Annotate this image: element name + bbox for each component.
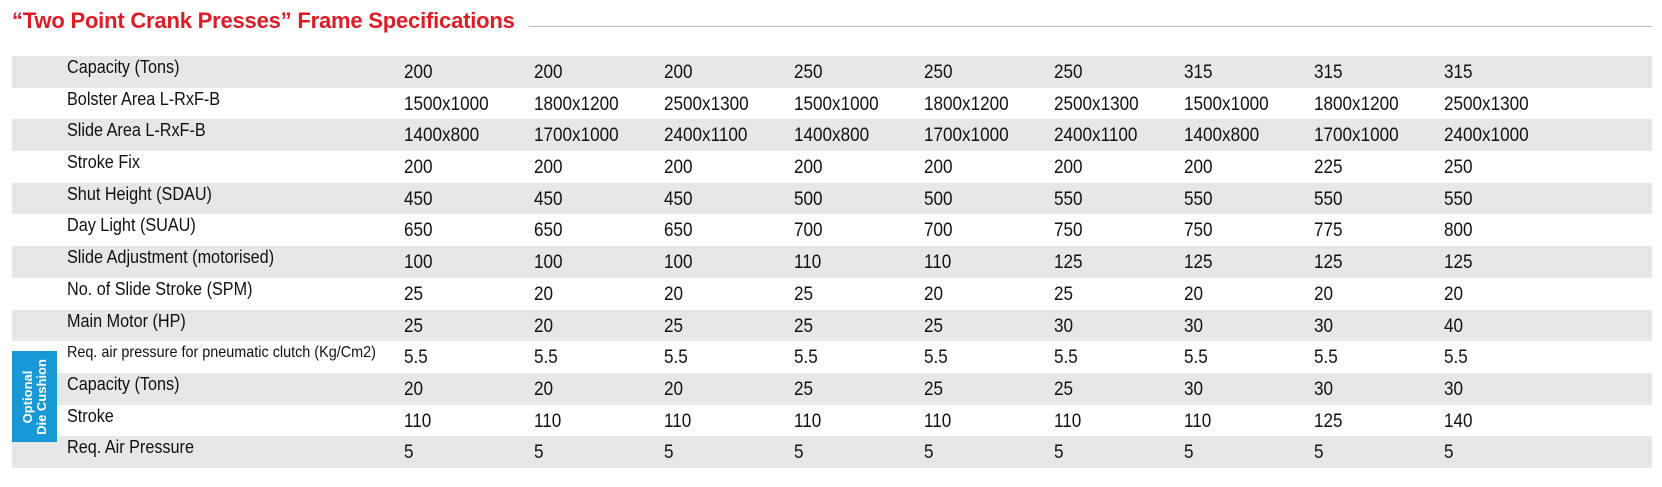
spec-cell: 200 bbox=[1184, 157, 1213, 179]
spec-cell: 250 bbox=[924, 62, 953, 83]
spec-cell: 200 bbox=[664, 62, 693, 83]
spec-cell: 30 bbox=[1184, 315, 1204, 337]
spec-cell: 775 bbox=[1314, 220, 1343, 242]
spec-cell: 650 bbox=[534, 220, 563, 242]
spec-cell: 2400x1100 bbox=[1054, 125, 1138, 147]
spec-cell: 30 bbox=[1314, 315, 1334, 337]
spec-cell: 100 bbox=[664, 252, 693, 274]
row-label: No. of Slide Stroke (SPM) bbox=[67, 278, 253, 299]
spec-cell: 1500x1000 bbox=[404, 93, 489, 115]
spec-cell: 25 bbox=[924, 378, 944, 400]
spec-cell: 20 bbox=[404, 378, 424, 400]
spec-cell: 110 bbox=[1184, 410, 1212, 432]
spec-cell: 1400x800 bbox=[1184, 125, 1260, 147]
spec-cell: 1700x1000 bbox=[924, 125, 1009, 147]
row-label: Bolster Area L-RxF-B bbox=[67, 88, 221, 109]
spec-cell: 25 bbox=[794, 315, 814, 337]
spec-cell: 110 bbox=[1054, 410, 1082, 432]
spec-row bbox=[12, 436, 1652, 468]
spec-cell: 250 bbox=[1444, 157, 1473, 179]
spec-cell: 30 bbox=[1314, 378, 1334, 400]
spec-cell: 25 bbox=[794, 283, 814, 305]
spec-cell: 200 bbox=[1054, 157, 1083, 179]
spec-cell: 2500x1300 bbox=[1444, 93, 1529, 115]
spec-cell: 2400x1100 bbox=[664, 125, 748, 147]
spec-cell: 200 bbox=[664, 157, 693, 179]
spec-row bbox=[12, 183, 1652, 215]
spec-cell: 315 bbox=[1444, 62, 1473, 83]
spec-cell: 5.5 bbox=[404, 347, 428, 369]
spec-cell: 110 bbox=[404, 410, 432, 432]
spec-cell: 25 bbox=[404, 315, 424, 337]
spec-cell: 125 bbox=[1314, 252, 1343, 274]
spec-cell: 1700x1000 bbox=[1314, 125, 1399, 147]
spec-cell: 5 bbox=[404, 442, 414, 464]
spec-cell: 200 bbox=[924, 157, 953, 179]
spec-cell: 1800x1200 bbox=[924, 93, 1009, 115]
spec-cell: 110 bbox=[924, 252, 952, 274]
spec-cell: 110 bbox=[924, 410, 952, 432]
spec-cell: 550 bbox=[1184, 188, 1213, 210]
spec-cell: 450 bbox=[664, 188, 693, 210]
spec-cell: 5 bbox=[1184, 442, 1194, 464]
spec-cell: 200 bbox=[534, 62, 563, 83]
spec-cell: 200 bbox=[404, 62, 433, 83]
optional-die-cushion-badge bbox=[12, 351, 57, 442]
spec-cell: 5 bbox=[1054, 442, 1064, 464]
spec-cell: 5.5 bbox=[664, 347, 688, 369]
row-label: Slide Area L-RxF-B bbox=[67, 120, 206, 141]
row-label: Shut Height (SDAU) bbox=[67, 183, 212, 204]
spec-cell: 800 bbox=[1444, 220, 1473, 242]
spec-cell: 20 bbox=[1444, 283, 1464, 305]
spec-cell: 25 bbox=[1054, 378, 1074, 400]
spec-cell: 5.5 bbox=[1444, 347, 1468, 369]
title-divider bbox=[529, 26, 1652, 27]
badge-line-optional: Optional bbox=[19, 370, 35, 423]
spec-cell: 750 bbox=[1184, 220, 1213, 242]
spec-cell: 20 bbox=[664, 378, 684, 400]
spec-cell: 25 bbox=[664, 315, 684, 337]
spec-cell: 1700x1000 bbox=[534, 125, 619, 147]
spec-cell: 140 bbox=[1444, 410, 1473, 432]
spec-cell: 5 bbox=[794, 442, 804, 464]
spec-cell: 250 bbox=[1054, 62, 1083, 83]
spec-cell: 25 bbox=[924, 315, 944, 337]
spec-cell: 20 bbox=[534, 283, 554, 305]
spec-cell: 5.5 bbox=[534, 347, 558, 369]
spec-cell: 20 bbox=[924, 283, 944, 305]
spec-cell: 5.5 bbox=[1314, 347, 1338, 369]
spec-table bbox=[12, 56, 1652, 468]
spec-cell: 110 bbox=[794, 252, 822, 274]
spec-cell: 315 bbox=[1184, 62, 1213, 83]
spec-cell: 100 bbox=[534, 252, 563, 274]
spec-row bbox=[12, 56, 1652, 88]
spec-cell: 550 bbox=[1314, 188, 1343, 210]
spec-row bbox=[12, 214, 1652, 246]
spec-cell: 500 bbox=[924, 188, 953, 210]
spec-cell: 20 bbox=[1184, 283, 1204, 305]
spec-cell: 5 bbox=[1314, 442, 1324, 464]
spec-row bbox=[12, 373, 1652, 405]
spec-row bbox=[12, 151, 1652, 183]
spec-row bbox=[12, 278, 1652, 310]
row-label: Slide Adjustment (motorised) bbox=[67, 247, 275, 268]
row-label: Stroke bbox=[67, 405, 114, 426]
spec-row bbox=[12, 246, 1652, 278]
spec-cell: 25 bbox=[794, 378, 814, 400]
spec-cell: 650 bbox=[404, 220, 433, 242]
spec-cell: 30 bbox=[1054, 315, 1074, 337]
row-label: Req. Air Pressure bbox=[67, 437, 194, 458]
spec-cell: 25 bbox=[404, 283, 424, 305]
spec-cell: 40 bbox=[1444, 315, 1464, 337]
spec-cell: 125 bbox=[1054, 252, 1083, 274]
spec-row bbox=[12, 341, 1652, 373]
spec-cell: 20 bbox=[664, 283, 684, 305]
spec-cell: 2400x1000 bbox=[1444, 125, 1529, 147]
badge-line-die-cushion: Die Cushion bbox=[33, 358, 49, 435]
spec-cell: 250 bbox=[794, 62, 823, 83]
spec-cell: 5 bbox=[924, 442, 934, 464]
spec-cell: 20 bbox=[1314, 283, 1334, 305]
spec-cell: 500 bbox=[794, 188, 823, 210]
spec-cell: 5.5 bbox=[924, 347, 948, 369]
spec-cell: 1800x1200 bbox=[1314, 93, 1399, 115]
spec-cell: 200 bbox=[534, 157, 563, 179]
spec-cell: 550 bbox=[1444, 188, 1473, 210]
spec-cell: 1400x800 bbox=[404, 125, 480, 147]
row-label: Stroke Fix bbox=[67, 152, 140, 173]
spec-cell: 2500x1300 bbox=[1054, 93, 1139, 115]
spec-cell: 2500x1300 bbox=[664, 93, 749, 115]
spec-row bbox=[12, 119, 1652, 151]
spec-cell: 200 bbox=[794, 157, 823, 179]
spec-cell: 550 bbox=[1054, 188, 1083, 210]
spec-cell: 1500x1000 bbox=[1184, 93, 1269, 115]
spec-cell: 125 bbox=[1444, 252, 1473, 274]
row-label: Main Motor (HP) bbox=[67, 310, 186, 331]
row-label: Req. air pressure for pneumatic clutch (Kg/Cm2) bbox=[67, 344, 376, 362]
spec-cell: 5 bbox=[664, 442, 674, 464]
spec-cell: 25 bbox=[1054, 283, 1074, 305]
spec-cell: 110 bbox=[534, 410, 562, 432]
spec-cell: 1500x1000 bbox=[794, 93, 879, 115]
spec-row bbox=[12, 405, 1652, 437]
spec-cell: 225 bbox=[1314, 157, 1343, 179]
spec-cell: 750 bbox=[1054, 220, 1083, 242]
spec-cell: 450 bbox=[404, 188, 433, 210]
spec-cell: 650 bbox=[664, 220, 693, 242]
spec-cell: 200 bbox=[404, 157, 433, 179]
spec-cell: 100 bbox=[404, 252, 433, 274]
spec-cell: 1400x800 bbox=[794, 125, 870, 147]
page-title: “Two Point Crank Presses” Frame Specifications bbox=[12, 8, 515, 33]
spec-cell: 1800x1200 bbox=[534, 93, 619, 115]
spec-cell: 5.5 bbox=[794, 347, 818, 369]
spec-cell: 5 bbox=[534, 442, 544, 464]
spec-cell: 20 bbox=[534, 378, 554, 400]
spec-cell: 315 bbox=[1314, 62, 1343, 83]
spec-cell: 700 bbox=[794, 220, 823, 242]
spec-cell: 125 bbox=[1184, 252, 1213, 274]
spec-cell: 110 bbox=[794, 410, 822, 432]
spec-cell: 30 bbox=[1184, 378, 1204, 400]
row-label: Capacity (Tons) bbox=[67, 57, 180, 77]
spec-row bbox=[12, 310, 1652, 342]
spec-cell: 20 bbox=[534, 315, 554, 337]
title-bar bbox=[12, 4, 1652, 38]
spec-row bbox=[12, 88, 1652, 120]
spec-cell: 125 bbox=[1314, 410, 1343, 432]
row-label: Day Light (SUAU) bbox=[67, 215, 196, 236]
spec-cell: 5.5 bbox=[1054, 347, 1078, 369]
spec-cell: 110 bbox=[664, 410, 692, 432]
spec-cell: 5 bbox=[1444, 442, 1454, 464]
spec-cell: 700 bbox=[924, 220, 953, 242]
spec-cell: 450 bbox=[534, 188, 563, 210]
spec-cell: 30 bbox=[1444, 378, 1464, 400]
row-label: Capacity (Tons) bbox=[67, 373, 180, 394]
spec-cell: 5.5 bbox=[1184, 347, 1208, 369]
